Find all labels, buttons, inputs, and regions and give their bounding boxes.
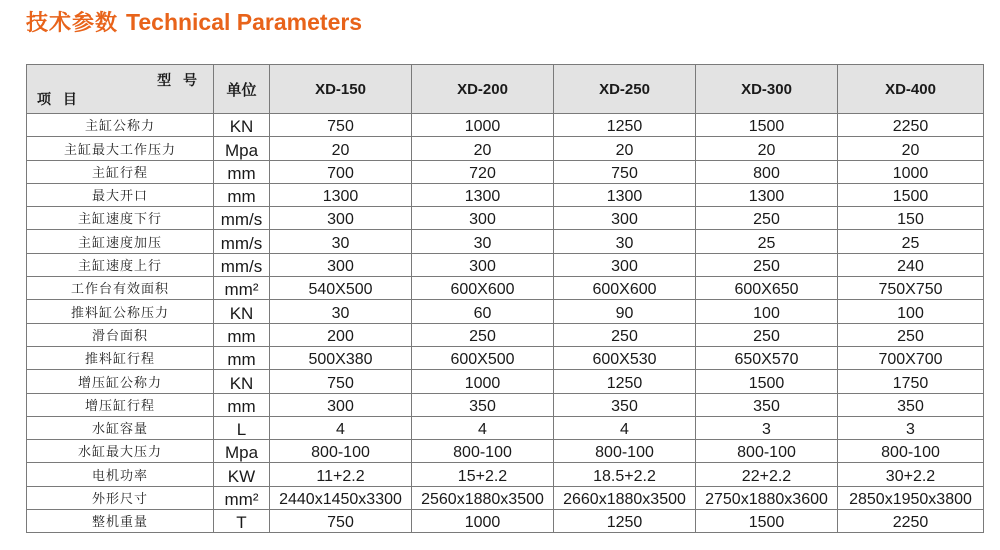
parameter-value: 650X570 bbox=[696, 346, 838, 369]
parameter-value: 350 bbox=[412, 393, 554, 416]
parameter-name: 主缸速度加压 bbox=[27, 230, 214, 253]
parameter-value: 60 bbox=[412, 300, 554, 323]
parameter-value: 300 bbox=[554, 253, 696, 276]
parameter-value: 800 bbox=[696, 160, 838, 183]
parameter-name: 外形尺寸 bbox=[27, 486, 214, 509]
parameter-name: 主缸最大工作压力 bbox=[27, 137, 214, 160]
parameter-value: 1250 bbox=[554, 370, 696, 393]
table-row bbox=[27, 253, 984, 276]
parameter-value: 25 bbox=[838, 230, 984, 253]
table-row bbox=[27, 230, 984, 253]
parameter-value: 150 bbox=[838, 207, 984, 230]
heading-chinese: 技术参数 bbox=[26, 10, 119, 35]
parameter-unit: mm² bbox=[214, 277, 270, 300]
parameter-unit: mm bbox=[214, 393, 270, 416]
parameter-value: 750 bbox=[554, 160, 696, 183]
parameter-value: 2560x1880x3500 bbox=[412, 486, 554, 509]
table-body bbox=[27, 114, 984, 533]
parameter-value: 1500 bbox=[696, 510, 838, 533]
parameter-unit: mm/s bbox=[214, 207, 270, 230]
parameter-unit: mm bbox=[214, 346, 270, 369]
parameter-value: 1500 bbox=[696, 370, 838, 393]
parameter-value: 250 bbox=[696, 207, 838, 230]
parameter-value: 250 bbox=[838, 323, 984, 346]
table-row bbox=[27, 137, 984, 160]
parameter-value: 800-100 bbox=[554, 440, 696, 463]
parameter-value: 750X750 bbox=[838, 277, 984, 300]
parameter-value: 700X700 bbox=[838, 346, 984, 369]
parameter-value: 30 bbox=[554, 230, 696, 253]
table-row bbox=[27, 463, 984, 486]
table-row bbox=[27, 393, 984, 416]
parameter-value: 22+2.2 bbox=[696, 463, 838, 486]
parameter-value: 30 bbox=[270, 300, 412, 323]
parameter-name: 主缸速度下行 bbox=[27, 207, 214, 230]
parameter-name: 水缸容量 bbox=[27, 416, 214, 439]
parameter-value: 1300 bbox=[696, 183, 838, 206]
parameter-value: 1250 bbox=[554, 510, 696, 533]
parameter-name: 增压缸公称力 bbox=[27, 370, 214, 393]
parameter-value: 600X600 bbox=[412, 277, 554, 300]
parameter-name: 水缸最大压力 bbox=[27, 440, 214, 463]
parameter-unit: Mpa bbox=[214, 440, 270, 463]
parameter-value: 750 bbox=[270, 510, 412, 533]
table-row bbox=[27, 370, 984, 393]
parameter-value: 800-100 bbox=[696, 440, 838, 463]
parameter-name: 增压缸行程 bbox=[27, 393, 214, 416]
technical-parameters-table bbox=[26, 64, 984, 533]
heading-english: Technical Parameters bbox=[126, 9, 363, 35]
parameter-value: 250 bbox=[696, 323, 838, 346]
parameter-value: 800-100 bbox=[412, 440, 554, 463]
parameter-value: 350 bbox=[838, 393, 984, 416]
model-header: XD-150 bbox=[270, 65, 412, 114]
model-label: 型 号 bbox=[157, 72, 201, 88]
parameter-value: 1000 bbox=[412, 510, 554, 533]
parameter-value: 1300 bbox=[270, 183, 412, 206]
table-row bbox=[27, 277, 984, 300]
table-row bbox=[27, 207, 984, 230]
parameter-value: 90 bbox=[554, 300, 696, 323]
parameter-value: 2660x1880x3500 bbox=[554, 486, 696, 509]
parameter-value: 300 bbox=[270, 253, 412, 276]
parameter-value: 2750x1880x3600 bbox=[696, 486, 838, 509]
parameter-value: 2850x1950x3800 bbox=[838, 486, 984, 509]
parameter-unit: KW bbox=[214, 463, 270, 486]
item-label: 项 目 bbox=[37, 91, 81, 107]
parameter-value: 300 bbox=[270, 393, 412, 416]
parameter-unit: mm bbox=[214, 323, 270, 346]
parameter-unit: mm/s bbox=[214, 230, 270, 253]
parameter-value: 1300 bbox=[554, 183, 696, 206]
parameter-name: 主缸行程 bbox=[27, 160, 214, 183]
parameter-value: 250 bbox=[696, 253, 838, 276]
parameter-name: 工作台有效面积 bbox=[27, 277, 214, 300]
parameter-value: 700 bbox=[270, 160, 412, 183]
parameter-value: 2440x1450x3300 bbox=[270, 486, 412, 509]
parameter-value: 1000 bbox=[838, 160, 984, 183]
parameter-value: 15+2.2 bbox=[412, 463, 554, 486]
parameter-value: 30 bbox=[412, 230, 554, 253]
parameter-value: 200 bbox=[270, 323, 412, 346]
table-row bbox=[27, 440, 984, 463]
parameter-value: 250 bbox=[554, 323, 696, 346]
parameter-value: 600X600 bbox=[554, 277, 696, 300]
parameter-value: 240 bbox=[838, 253, 984, 276]
parameter-value: 20 bbox=[412, 137, 554, 160]
table-row bbox=[27, 114, 984, 137]
parameter-name: 最大开口 bbox=[27, 183, 214, 206]
parameter-unit: mm² bbox=[214, 486, 270, 509]
parameter-value: 1000 bbox=[412, 114, 554, 137]
parameter-value: 4 bbox=[412, 416, 554, 439]
parameter-unit: T bbox=[214, 510, 270, 533]
parameter-value: 3 bbox=[838, 416, 984, 439]
model-header: XD-300 bbox=[696, 65, 838, 114]
parameter-value: 300 bbox=[554, 207, 696, 230]
table-row bbox=[27, 300, 984, 323]
model-header: XD-400 bbox=[838, 65, 984, 114]
parameter-unit: KN bbox=[214, 370, 270, 393]
parameter-value: 100 bbox=[838, 300, 984, 323]
parameter-value: 11+2.2 bbox=[270, 463, 412, 486]
parameter-value: 18.5+2.2 bbox=[554, 463, 696, 486]
parameter-unit: L bbox=[214, 416, 270, 439]
parameter-value: 1500 bbox=[696, 114, 838, 137]
parameter-value: 100 bbox=[696, 300, 838, 323]
parameter-value: 600X530 bbox=[554, 346, 696, 369]
parameter-value: 4 bbox=[554, 416, 696, 439]
parameter-value: 300 bbox=[270, 207, 412, 230]
table-row bbox=[27, 416, 984, 439]
table-row bbox=[27, 323, 984, 346]
parameter-unit: KN bbox=[214, 300, 270, 323]
parameter-value: 3 bbox=[696, 416, 838, 439]
parameter-value: 1000 bbox=[412, 370, 554, 393]
parameter-name: 主缸速度上行 bbox=[27, 253, 214, 276]
parameter-value: 540X500 bbox=[270, 277, 412, 300]
page-heading bbox=[26, 6, 362, 40]
table-row bbox=[27, 183, 984, 206]
parameter-name: 推料缸行程 bbox=[27, 346, 214, 369]
parameter-unit: KN bbox=[214, 114, 270, 137]
parameter-value: 20 bbox=[554, 137, 696, 160]
parameter-value: 2250 bbox=[838, 114, 984, 137]
parameter-unit: Mpa bbox=[214, 137, 270, 160]
model-header: XD-200 bbox=[412, 65, 554, 114]
parameter-name: 推料缸公称压力 bbox=[27, 300, 214, 323]
parameter-value: 800-100 bbox=[838, 440, 984, 463]
header-row bbox=[27, 65, 984, 114]
parameter-value: 2250 bbox=[838, 510, 984, 533]
table-row bbox=[27, 346, 984, 369]
parameter-value: 350 bbox=[696, 393, 838, 416]
parameter-value: 600X500 bbox=[412, 346, 554, 369]
parameter-value: 800-100 bbox=[270, 440, 412, 463]
parameter-value: 25 bbox=[696, 230, 838, 253]
table-row bbox=[27, 160, 984, 183]
parameter-name: 电机功率 bbox=[27, 463, 214, 486]
parameter-value: 600X650 bbox=[696, 277, 838, 300]
parameter-value: 1500 bbox=[838, 183, 984, 206]
parameter-value: 20 bbox=[838, 137, 984, 160]
parameter-value: 1250 bbox=[554, 114, 696, 137]
parameter-unit: mm bbox=[214, 183, 270, 206]
parameter-name: 整机重量 bbox=[27, 510, 214, 533]
parameter-value: 20 bbox=[270, 137, 412, 160]
model-header: XD-250 bbox=[554, 65, 696, 114]
header-diagonal-cell bbox=[27, 65, 214, 114]
table-row bbox=[27, 510, 984, 533]
parameter-value: 500X380 bbox=[270, 346, 412, 369]
parameter-value: 30 bbox=[270, 230, 412, 253]
unit-header: 单位 bbox=[214, 65, 270, 114]
parameter-value: 1750 bbox=[838, 370, 984, 393]
parameter-name: 滑台面积 bbox=[27, 323, 214, 346]
parameter-value: 1300 bbox=[412, 183, 554, 206]
parameter-value: 720 bbox=[412, 160, 554, 183]
parameter-value: 300 bbox=[412, 207, 554, 230]
parameter-value: 350 bbox=[554, 393, 696, 416]
parameter-value: 20 bbox=[696, 137, 838, 160]
parameter-value: 300 bbox=[412, 253, 554, 276]
parameter-value: 750 bbox=[270, 114, 412, 137]
parameter-unit: mm bbox=[214, 160, 270, 183]
parameter-value: 750 bbox=[270, 370, 412, 393]
parameter-value: 4 bbox=[270, 416, 412, 439]
parameter-unit: mm/s bbox=[214, 253, 270, 276]
parameter-value: 250 bbox=[412, 323, 554, 346]
table-row bbox=[27, 486, 984, 509]
parameter-name: 主缸公称力 bbox=[27, 114, 214, 137]
parameter-value: 30+2.2 bbox=[838, 463, 984, 486]
